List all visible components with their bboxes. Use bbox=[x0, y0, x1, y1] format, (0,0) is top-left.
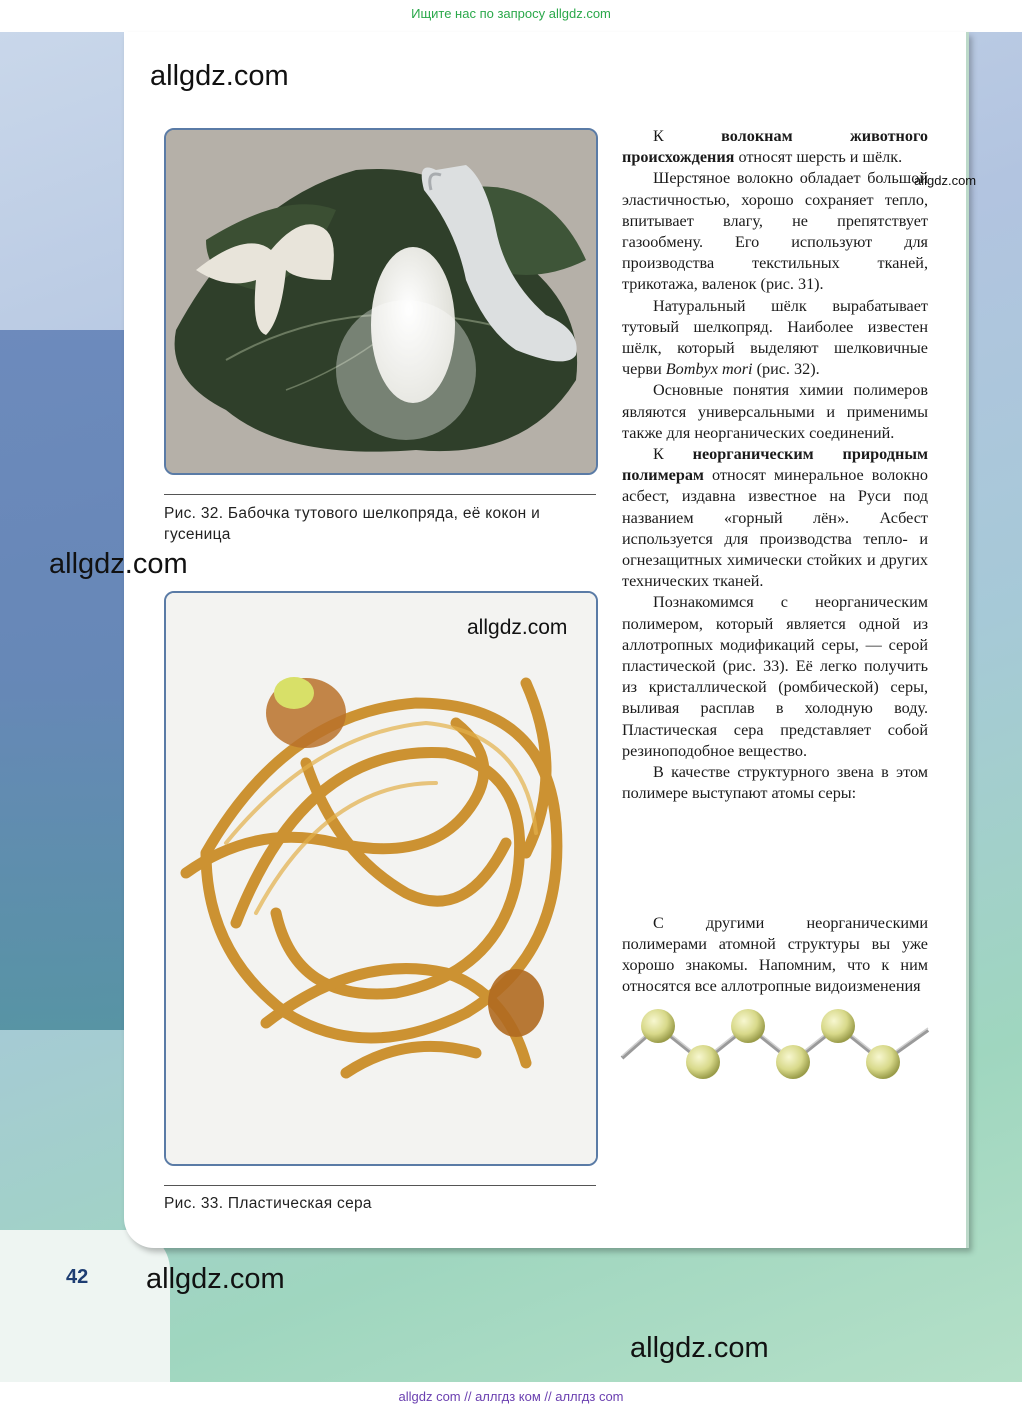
species-name: Bombyx mori bbox=[665, 360, 753, 379]
chain-spacer bbox=[622, 805, 928, 913]
watermark: allgdz.com bbox=[467, 616, 568, 639]
paragraph-7: В качестве структурного звена в этом полимере выступают атомы серы: bbox=[622, 763, 928, 803]
figure-33-caption: Рис. 33. Пластическая сера bbox=[164, 1195, 372, 1212]
page-number-tab bbox=[0, 1230, 170, 1382]
term-animal-fibers: волокнам животного происхождения bbox=[622, 127, 928, 167]
watermark: allgdz.com bbox=[146, 1263, 285, 1295]
main-text-column bbox=[622, 126, 928, 997]
paragraph-5: К неорганическим природным полимерам относят минеральное волокно асбест, издавна известное на Руси под названием «горный лён». Асбест используется для производства тепло- и огнезащитных химически стойких и других технических тканей. bbox=[622, 445, 928, 591]
sulfur-atom bbox=[821, 1009, 855, 1043]
bottom-banner[interactable]: allgdz com // аллгдз ком // аллгдз com bbox=[398, 1389, 624, 1404]
plastic-sulfur-photo bbox=[164, 591, 598, 1166]
caption-rule bbox=[164, 494, 596, 495]
paragraph-1: К волокнам животного происхождения относят шерсть и шёлк. bbox=[622, 127, 928, 167]
caption-rule bbox=[164, 1185, 596, 1186]
figure-32-caption: Рис. 32. Бабочка тутового шелкопряда, её кокон и гусеница bbox=[164, 505, 541, 543]
paragraph-3: Натуральный шёлк вырабатывает тутовый шелкопряд. Наиболее известен шёлк, который выделяют шелковичные черви Bombyx mori (рис. 32). bbox=[622, 296, 928, 379]
sulfur-chain-diagram bbox=[620, 1000, 932, 1090]
silkworm-photo bbox=[164, 128, 598, 475]
term-inorganic-polymers: неорганическим природным полимерам bbox=[622, 445, 928, 485]
watermark: allgdz.com bbox=[49, 548, 188, 580]
plastic-sulfur-illustration bbox=[166, 593, 596, 1164]
paragraph-2: Шерстяное волокно обладает большой эластичностью, хорошо сохраняет тепло, впитывает влагу, не препятствует газообмену. Его используют для производства текстильных тканей, трикотажа, валенок (рис. 31). bbox=[622, 169, 928, 294]
watermark: allgdz.com bbox=[630, 1332, 769, 1364]
paragraph-8: С другими неорганическими полимерами атомной структуры вы уже хорошо знакомы. Напомним, что к ним относятся все аллотропные видоизменения bbox=[622, 913, 928, 996]
top-banner[interactable]: Ищите нас по запросу allgdz.com bbox=[411, 6, 611, 21]
sulfur-atom bbox=[641, 1009, 675, 1043]
sulfur-atom bbox=[866, 1045, 900, 1079]
watermark: allgdz.com bbox=[150, 60, 289, 92]
watermark: allgdz.com bbox=[914, 173, 977, 188]
page-number: 42 bbox=[66, 1266, 89, 1288]
paragraph-6: Познакомимся с неорганическим полимером, который является одной из аллотропных модификаций серы, — серой пластической (рис. 33). Её легко получить из кристаллической (ромбической) серы, выливая расплав в холодную воду. Пластическая сера представляет собой резиноподобное вещество. bbox=[622, 593, 928, 760]
silkworm-illustration bbox=[166, 130, 596, 473]
paragraph-4: Основные понятия химии полимеров являются универсальными и применимы также для неорганических соединений. bbox=[622, 381, 928, 442]
sulfur-atom bbox=[686, 1045, 720, 1079]
sulfur-atom bbox=[731, 1009, 765, 1043]
sulfur-atom bbox=[776, 1045, 810, 1079]
